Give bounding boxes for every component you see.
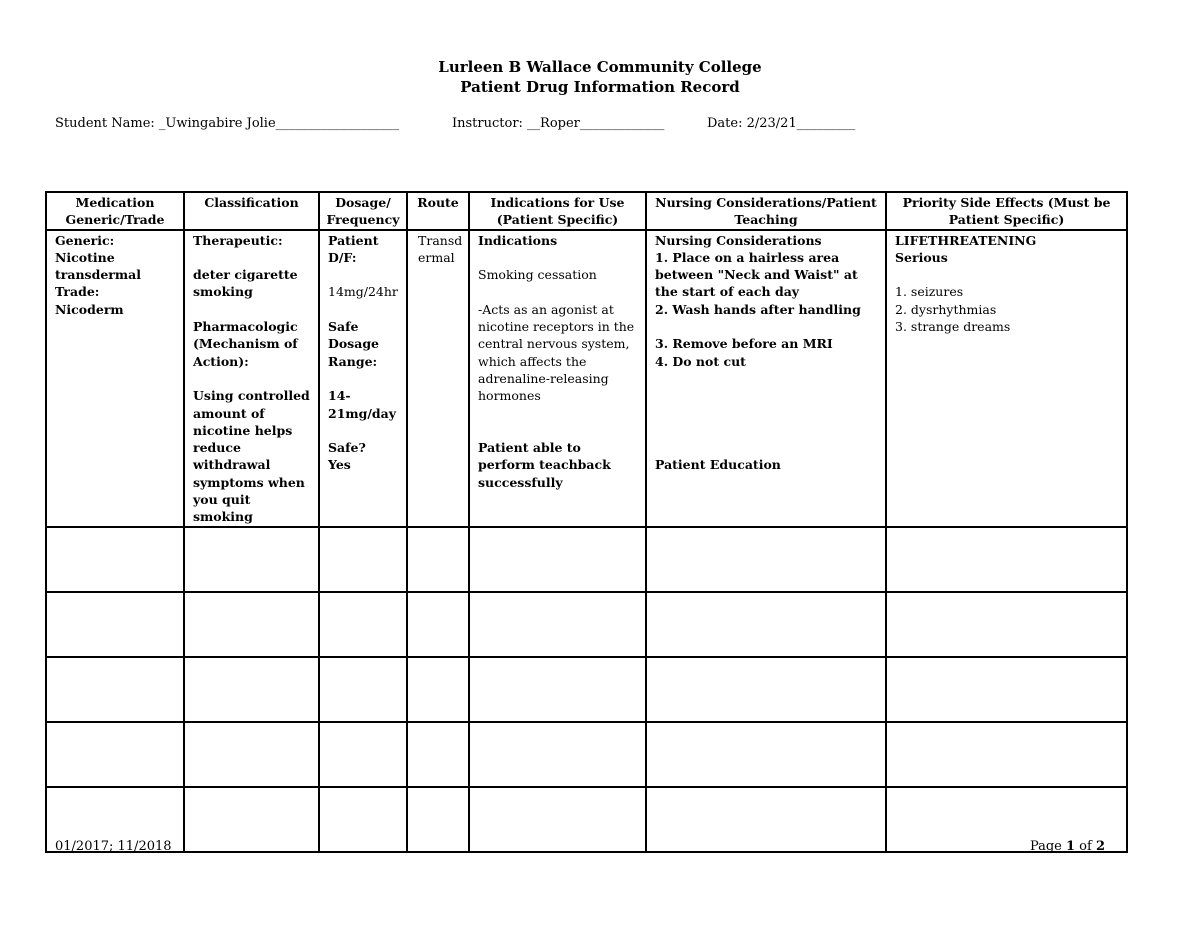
pharmacologic-label: Pharmacologic (Mechanism of Action):	[193, 319, 298, 369]
empty-cell	[319, 722, 407, 787]
page-prefix: Page	[1029, 839, 1066, 854]
empty-cell	[407, 787, 469, 852]
lifethreatening-label: LIFETHREATENING	[895, 232, 1037, 248]
safe-label: Safe?	[328, 440, 366, 456]
therapeutic-class: deter cigarette smoking	[193, 267, 298, 300]
empty-cell	[886, 592, 1127, 657]
side-effects-cell	[886, 230, 1127, 527]
empty-cell	[46, 527, 184, 592]
empty-cell	[46, 657, 184, 722]
header-classification: Classification	[184, 192, 319, 230]
table-row-empty	[46, 657, 1127, 722]
pharmacologic-class: Using controlled amount of nicotine helps reduce withdrawal symptoms when you quit smoking	[193, 388, 310, 525]
empty-cell	[184, 527, 319, 592]
trade-name: Nicoderm	[55, 301, 124, 317]
empty-cell	[469, 787, 646, 852]
college-name: Lurleen B Wallace Community College	[438, 58, 762, 76]
serious-label: Serious	[895, 249, 948, 265]
header-medication: Medication Generic/Trade	[46, 192, 184, 230]
safe-range-value: 14-21mg/day	[328, 388, 397, 421]
empty-cell	[469, 722, 646, 787]
empty-cell	[184, 657, 319, 722]
side-effect-item: 1. seizures	[895, 284, 964, 300]
student-name-field: Student Name: _Uwingabire Jolie___________________	[55, 116, 400, 131]
generic-label: Generic:	[55, 232, 115, 248]
generic-name: Nicotine transdermal	[55, 249, 141, 283]
header-dosage: Dosage/ Frequency	[319, 192, 407, 230]
empty-cell	[319, 787, 407, 852]
header-indications: Indications for Use (Patient Specific)	[469, 192, 646, 230]
dosage-cell	[319, 230, 407, 527]
page-of: of	[1075, 839, 1096, 854]
table-row	[46, 230, 1127, 527]
empty-cell	[646, 657, 886, 722]
empty-cell	[184, 722, 319, 787]
page-number	[1030, 839, 1105, 854]
nursing-item: 4. Do not cut	[655, 353, 746, 369]
empty-cell	[46, 722, 184, 787]
drug-record-table	[45, 191, 1128, 853]
empty-cell	[886, 722, 1127, 787]
safe-range-label: Safe Dosage Range:	[328, 319, 380, 369]
empty-cell	[646, 592, 886, 657]
table-header-row	[46, 192, 1127, 230]
empty-cell	[646, 527, 886, 592]
indication-use: Smoking cessation	[478, 267, 597, 283]
nursing-item: 1. Place on a hairless area between "Neck and Waist" at the start of each day	[655, 249, 858, 300]
nursing-label: Nursing Considerations	[655, 232, 822, 248]
instructor-field: Instructor: __Roper_____________	[452, 116, 665, 131]
date-field: Date: 2/23/21_________	[707, 116, 856, 131]
therapeutic-label: Therapeutic:	[193, 232, 283, 248]
empty-cell	[46, 592, 184, 657]
empty-cell	[319, 527, 407, 592]
header-nursing: Nursing Considerations/Patient Teaching	[646, 192, 886, 230]
route-cell	[407, 230, 469, 527]
empty-cell	[407, 657, 469, 722]
empty-cell	[184, 787, 319, 852]
empty-cell	[469, 592, 646, 657]
table-row-empty	[46, 722, 1127, 787]
empty-cell	[469, 527, 646, 592]
patient-education-label: Patient Education	[655, 457, 781, 473]
side-effect-item: 3. strange dreams	[895, 319, 1011, 335]
classification-cell	[184, 230, 319, 527]
empty-cell	[646, 787, 886, 852]
header-route: Route	[407, 192, 469, 230]
indication-mechanism: -Acts as an agonist at nicotine receptors in the central nervous system, which affects the adrenaline-releasing hormones	[478, 301, 635, 404]
empty-cell	[319, 592, 407, 657]
table-row-empty	[46, 787, 1127, 852]
empty-cell	[319, 657, 407, 722]
route-value: Transdermal	[418, 232, 463, 265]
table-row-empty	[46, 592, 1127, 657]
empty-cell	[469, 657, 646, 722]
revision-date: 01/2017; 11/2018	[55, 839, 172, 854]
patient-df-label: Patient D/F:	[328, 232, 379, 265]
empty-cell	[407, 722, 469, 787]
header-side-effects: Priority Side Effects (Must be Patient Specific)	[886, 192, 1127, 230]
empty-cell	[646, 722, 886, 787]
empty-cell	[407, 592, 469, 657]
indications-cell	[469, 230, 646, 527]
trade-label: Trade:	[55, 284, 100, 300]
page-current: 1	[1066, 839, 1076, 854]
nursing-item: 2. Wash hands after handling	[655, 301, 861, 317]
empty-cell	[886, 527, 1127, 592]
nursing-cell	[646, 230, 886, 527]
form-title: Patient Drug Information Record	[460, 78, 740, 96]
page-total: 2	[1095, 839, 1105, 854]
teachback-note: Patient able to perform teachback successfully	[478, 440, 611, 490]
empty-cell	[184, 592, 319, 657]
indications-label: Indications	[478, 232, 558, 248]
nursing-item: 3. Remove before an MRI	[655, 336, 833, 352]
empty-cell	[407, 527, 469, 592]
empty-cell	[886, 657, 1127, 722]
patient-df-value: 14mg/24hr	[328, 284, 398, 300]
safe-value: Yes	[328, 457, 351, 473]
medication-cell	[46, 230, 184, 527]
table-row-empty	[46, 527, 1127, 592]
side-effect-item: 2. dysrhythmias	[895, 301, 997, 317]
